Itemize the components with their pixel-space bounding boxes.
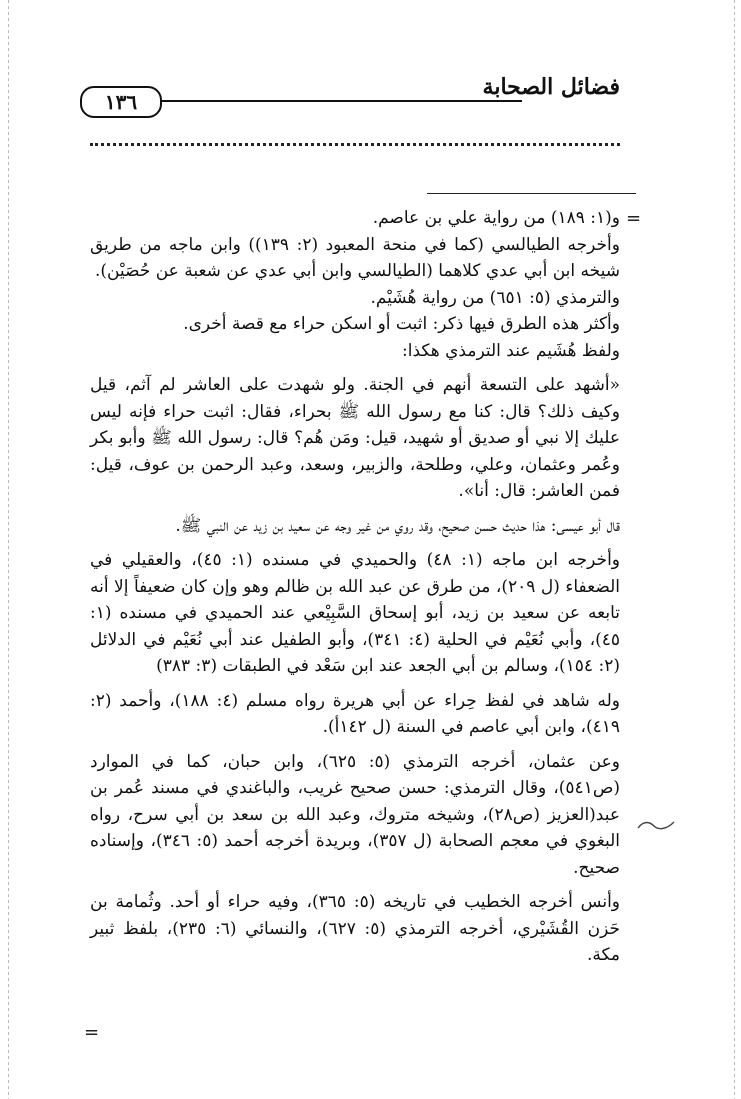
paragraph: قال أبو عيسى: هذا حديث حسن صحيح، وقد روي من غير وجه عن سعيد بن زيد عن النبي ﷺ. [175,515,620,536]
paragraph: وعن عثمان، أخرجه الترمذي (٥: ٦٢٥)، وابن حبان، كما في الموارد (ص٥٤١)، وقال الترمذي: حسن صحيح غريب، والباغندي في مسند عُمر بن عبد(العزيز (ص٢٨)، وشيخه متروك، وعبد الله بن سعد بن أبي سرح، رواه البغوي في معجم الصحابة (ل ٣٥٧)، وبريدة أخرجه أحمد (٥: ٣٤٦)، وإسناده صحيح. [90,751,621,878]
paragraph: وأخرجه ابن ماجه (١: ٤٨) والحميدي في مسنده (١: ٤٥)، والعقيلي في الضعفاء (ل ٢٠٩)، من طرق عن عبد الله بن ظالم وهو وإن كان ضعيفاً إلا أنه تابعه عن سعيد بن زيد، أبو إسحاق السَّبِيْعي عند الحميدي في مسنده (١: ٤٥)، وأبي نُعَيْم في الحلية (٤: ٣٤١)، وأبو الطفيل عند أبي نُعَيْم في الدلائل (٢: ١٥٤)، وسالم بن أبي الجعد عند ابن سَعْد في الطبقات (٣: ٣٨٣) [90,550,620,676]
paragraph: وأكثر هذه الطرق فيها ذكر: اثبت أو اسكن حراء مع قصة أخرى. [183,314,620,334]
page-number: ١٣٦ [80,86,162,118]
continuation-mark-bottom: = [84,1022,100,1043]
page-header [80,72,620,112]
paragraph: وأنس أخرجه الخطيب في تاريخه (٥: ٣٦٥)، وفيه حراء أو أحد. وثُمامة بن حَزن القُشَيْري، أخرجه الترمذي (٥: ٦٢٧)، والنسائي (٦: ٢٣٥)، بلفظ ثبير مكة. [90,892,620,965]
footnote-body [90,205,620,977]
margin-pen-mark-icon [636,816,676,836]
paragraph-hadith-text: «أشهد على التسعة أنهم في الجنة. ولو شهدت على العاشر لم آثم، قيل وكيف ذلك؟ قال: كنا مع رسول الله ﷺ بحراء، فقال: اثبت حراء فإنه ليس عليك إلا نبي أو صديق أو شهيد، قيل: ومَن هُم؟ قال: رسول الله ﷺ وأبو بكر وعُمر وعثمان، وعلي، وطلحة، والزبير، وسعد، وعبد الرحمن بن عوف، قيل: فمن العاشر: قال: أنا». [90,375,620,501]
paragraph: ولفظ هُشَيم عند الترمذي هكذا: [402,340,620,361]
page-edge-right [734,0,735,1099]
book-title: فضائل الصحابة [482,74,620,100]
continuation-mark-top: = [626,208,642,229]
paragraph: وأخرجه الطيالسي (كما في منحة المعبود (٢: ١٣٩)) وابن ماجه من طريق شيخه ابن أبي عدي كلاهما (الطيالسي وابن أبي عدي عن شعبة عن حُصَيْن). [90,234,620,281]
paragraph: و(١: ١٨٩) من رواية علي بن عاصم. [372,208,620,228]
paragraph: والترمذي (٥: ٦٥١) من رواية هُشَيْم. [370,287,620,308]
dotted-separator [90,143,620,146]
footnote-separator [427,193,636,194]
paragraph: وله شاهد في لفظ حِراء عن أبي هريرة رواه مسلم (٤: ١٨٨)، وأحمد (٢: ٤١٩)، وابن أبي عاصم في السنة (ل ١٤٢أ). [90,690,620,737]
page-edge-left [8,0,9,1099]
